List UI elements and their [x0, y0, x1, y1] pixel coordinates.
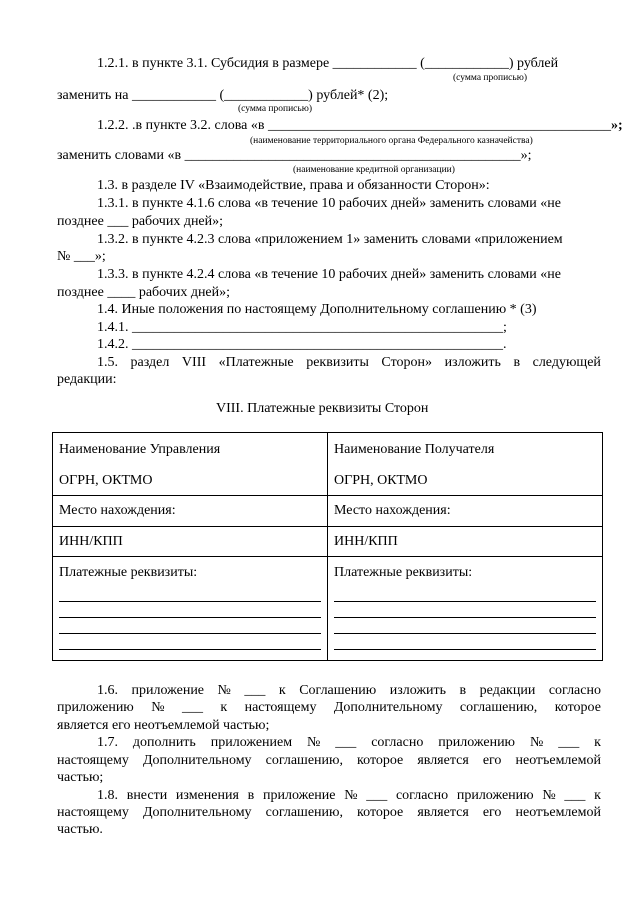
paragraph-1-3-1-line-2: позднее ___ рабочих дней»; — [57, 214, 224, 229]
paragraph-1-3-3-line-1: 1.3.3. в пункте 4.2.4 слова «в течение 10 рабочих дней» заменить словами «не — [97, 267, 561, 282]
word: в — [247, 788, 255, 803]
paragraph-1-3-3-line-2: позднее ____ рабочих дней»; — [57, 285, 231, 300]
word: которое — [554, 700, 601, 715]
paragraph-1-2-1-line-2: заменить на ____________ (____________) рублей* (2); — [57, 88, 389, 103]
word: реквизиты — [306, 355, 369, 370]
paragraph-1-6-line-2 — [57, 700, 601, 716]
paragraph-1-7-line-3: частью; — [57, 770, 104, 785]
cell-recipient-inn — [328, 527, 603, 557]
paragraph-1-2-2-close: »; — [611, 118, 623, 133]
caption-amount-words: (сумма прописью) — [453, 73, 527, 83]
blank-line — [59, 601, 321, 602]
paragraph-1-3-2-line-2: № ___»; — [57, 249, 106, 264]
word: ___ — [366, 788, 388, 803]
recipient-payment-label: Платежные реквизиты: — [334, 565, 473, 580]
word: неотъемлемой — [515, 753, 601, 768]
word: неотъемлемой — [515, 805, 601, 820]
word: изложить — [389, 683, 447, 698]
word: согласно — [395, 788, 449, 803]
word: изложить — [444, 355, 501, 370]
word: ___ — [564, 788, 586, 803]
paragraph-1-3: 1.3. в разделе IV «Взаимодействие, права и обязанности Сторон»: — [97, 178, 490, 193]
word: является — [417, 805, 469, 820]
word: к — [594, 735, 601, 750]
word: его — [482, 805, 502, 820]
word: внести — [126, 788, 168, 803]
word: которое — [357, 753, 404, 768]
paragraph-1-3-2-line-1: 1.3.2. в пункте 4.2.3 слова «приложением 1» заменить словами «приложением — [97, 232, 563, 247]
word: ___ — [244, 683, 266, 698]
administration-ogrn-label: ОГРН, ОКТМО — [59, 473, 153, 488]
word: приложение — [131, 683, 205, 698]
word: соглашению, — [265, 805, 343, 820]
word: Сторон» — [381, 355, 433, 370]
word: Дополнительному — [333, 700, 443, 715]
word: к — [278, 683, 286, 698]
administration-inn-label: ИНН/КПП — [59, 534, 123, 549]
caption-treasury-body: (наименование территориального органа Федерального казначейства) — [250, 136, 533, 146]
cell-recipient-name — [328, 433, 603, 496]
word: которое — [357, 805, 404, 820]
word: раздел — [130, 355, 170, 370]
paragraph-1-2-1-line-1: 1.2.1. в пункте 3.1. Субсидия в размере ____________ (____________) рублей — [97, 56, 559, 71]
word: приложение — [262, 788, 336, 803]
word: в — [513, 355, 521, 370]
word: следующей — [532, 355, 601, 370]
word: настоящему — [244, 700, 317, 715]
word: № — [217, 683, 231, 698]
cell-administration-location — [53, 496, 328, 527]
paragraph-1-2-2-line-1 — [97, 118, 623, 134]
paragraph-1-3-1-line-1: 1.3.1. в пункте 4.1.6 слова «в течение 10 рабочих дней» заменить словами «не — [97, 196, 561, 211]
blank-line — [59, 617, 321, 618]
word: № — [307, 735, 321, 750]
word: Дополнительному — [142, 805, 252, 820]
word: № — [344, 788, 358, 803]
cell-administration-inn — [53, 527, 328, 557]
administration-name-label: Наименование Управления — [59, 442, 221, 457]
word: является — [417, 753, 469, 768]
word: к — [220, 700, 228, 715]
word: 1.7. — [97, 735, 118, 750]
word: приложению — [57, 700, 134, 715]
recipient-location-label: Место нахождения: — [334, 503, 451, 518]
word: № — [542, 788, 556, 803]
word: приложению — [456, 788, 534, 803]
word: его — [482, 753, 502, 768]
cell-administration-name — [53, 433, 328, 496]
word: № — [151, 700, 165, 715]
word: соглашению, — [265, 753, 343, 768]
section-title: VIII. Платежные реквизиты Сторон — [216, 401, 429, 416]
cell-recipient-location — [328, 496, 603, 527]
word: настоящему — [57, 753, 129, 768]
paragraph-1-5-line-1 — [97, 355, 601, 371]
word: № — [529, 735, 544, 750]
paragraph-1-8-line-2 — [57, 805, 601, 821]
administration-location-label: Место нахождения: — [59, 503, 176, 518]
word: согласно — [371, 735, 424, 750]
word: в — [459, 683, 467, 698]
paragraph-1-6-line-3: является его неотъемлемой частью; — [57, 718, 270, 733]
cell-administration-payment — [53, 557, 328, 661]
word: 1.6. — [97, 683, 118, 698]
paragraph-1-4-1: 1.4.1. _____________________________________________________; — [97, 320, 507, 335]
word: ___ — [558, 735, 580, 750]
paragraph-1-7-line-2 — [57, 753, 601, 769]
paragraph-1-4: 1.4. Иные положения по настоящему Дополнительному соглашению * (3) — [97, 302, 537, 317]
recipient-ogrn-label: ОГРН, ОКТМО — [334, 473, 428, 488]
paragraph-1-6-line-1 — [97, 683, 601, 699]
word: к — [594, 788, 601, 803]
word: соглашению, — [459, 700, 538, 715]
word: редакции — [479, 683, 536, 698]
recipient-name-label: Наименование Получателя — [334, 442, 495, 457]
caption-amount-words-2: (сумма прописью) — [238, 104, 312, 114]
paragraph-1-7-line-1 — [97, 735, 601, 751]
word: Дополнительному — [142, 753, 252, 768]
word: 1.5. — [97, 355, 118, 370]
paragraph-1-2-2-line-2: заменить словами «в ________________________________________________»; — [57, 148, 532, 163]
paragraph-1-2-2-text: 1.2.2. .в пункте 3.2. слова «в _________________________________________________ — [97, 118, 611, 133]
word: изменения — [175, 788, 239, 803]
caption-credit-organization: (наименование кредитной организации) — [293, 165, 455, 175]
word: дополнить — [132, 735, 196, 750]
word: ___ — [181, 700, 203, 715]
paragraph-1-5-line-2: редакции: — [57, 372, 117, 387]
word: 1.8. — [97, 788, 118, 803]
blank-line — [59, 633, 321, 634]
recipient-inn-label: ИНН/КПП — [334, 534, 398, 549]
word: приложением — [210, 735, 293, 750]
paragraph-1-4-2: 1.4.2. _____________________________________________________. — [97, 337, 507, 352]
word: ___ — [335, 735, 357, 750]
word: «Платежные — [218, 355, 294, 370]
blank-line — [59, 649, 321, 650]
paragraph-1-8-line-3: частью. — [57, 822, 103, 837]
word: настоящему — [57, 805, 129, 820]
administration-payment-label: Платежные реквизиты: — [59, 565, 198, 580]
blank-line — [334, 601, 596, 602]
word: VIII — [181, 355, 207, 370]
requisites-table — [52, 432, 603, 661]
word: приложению — [438, 735, 516, 750]
cell-recipient-payment — [328, 557, 603, 661]
blank-line — [334, 633, 596, 634]
blank-line — [334, 649, 596, 650]
paragraph-1-8-line-1 — [97, 788, 601, 804]
word: согласно — [548, 683, 601, 698]
word: Соглашению — [299, 683, 377, 698]
blank-line — [334, 617, 596, 618]
